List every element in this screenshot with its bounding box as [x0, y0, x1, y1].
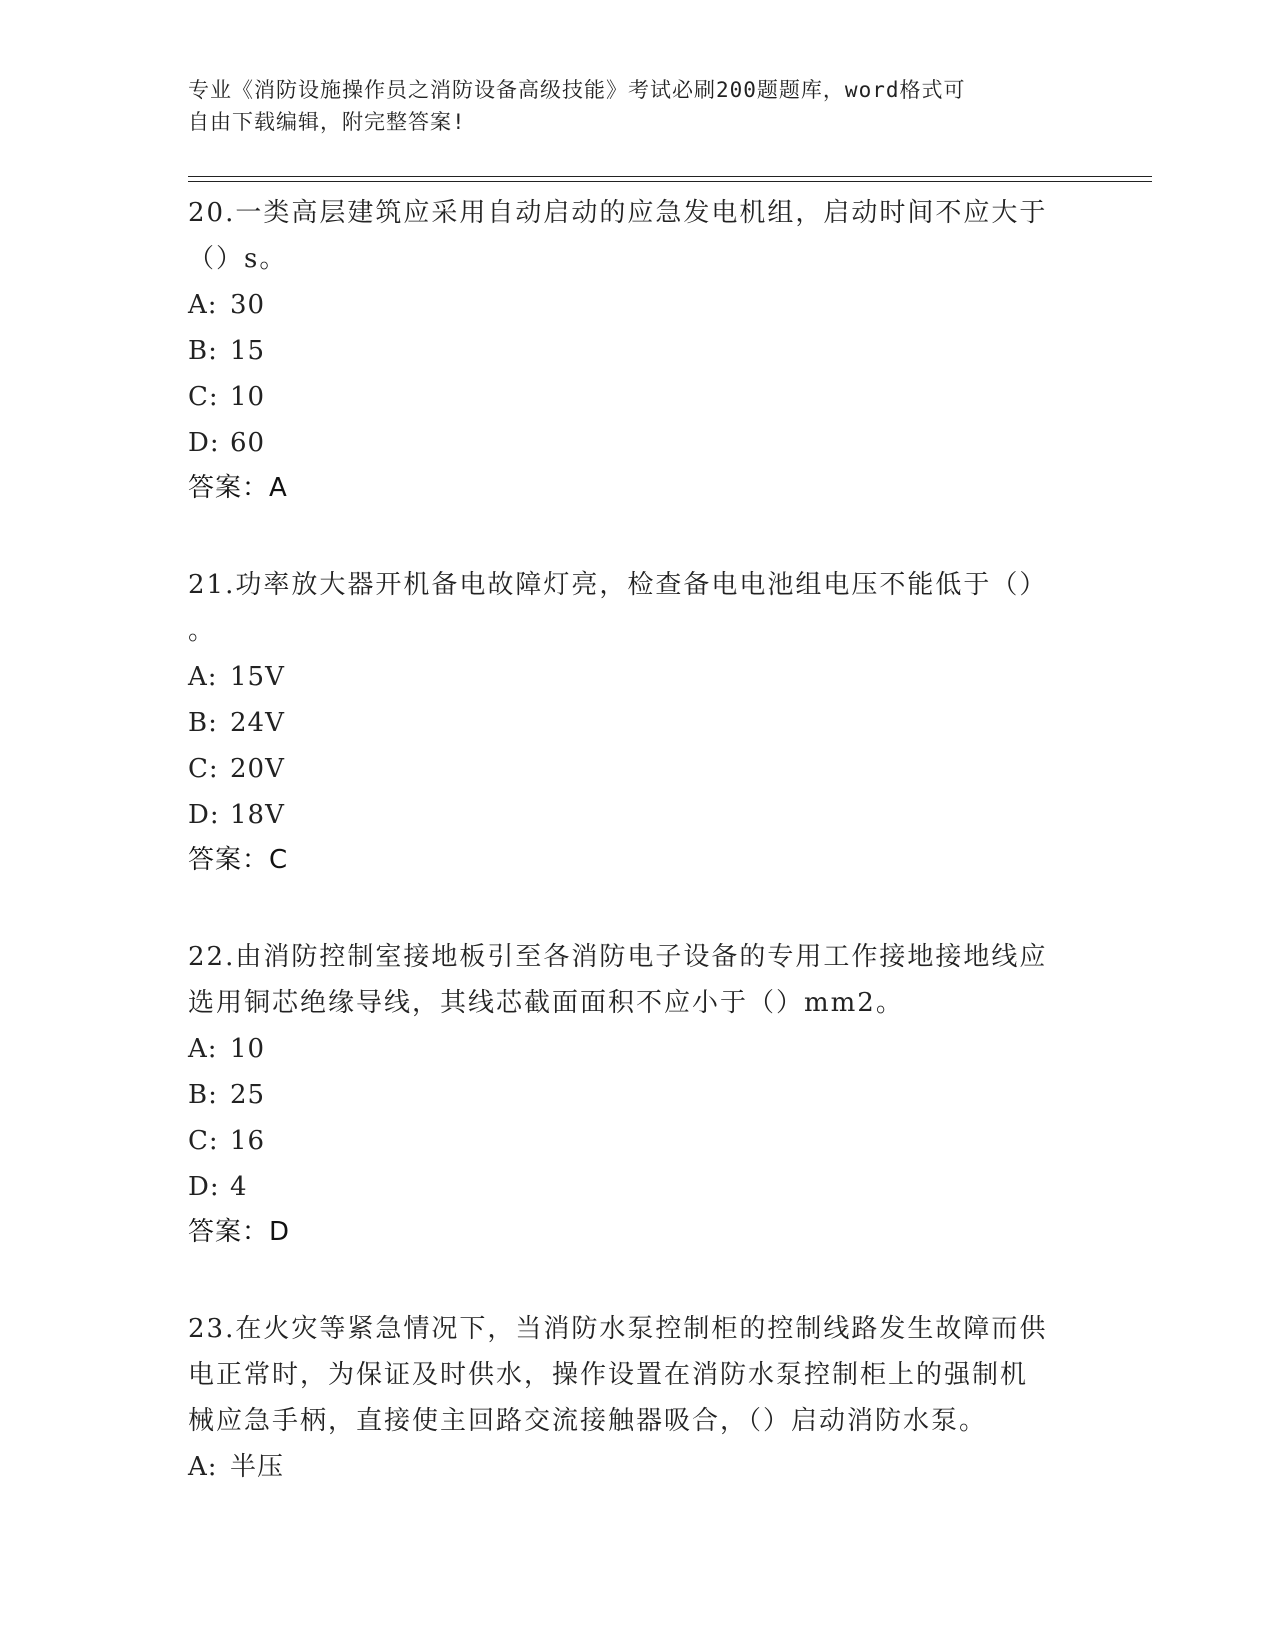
option-label: A: — [188, 290, 218, 320]
option-value: 4 — [230, 1172, 248, 1202]
question-text: 21.功率放大器开机备电故障灯亮，检查备电电池组电压不能低于（） — [188, 570, 1048, 600]
option-label: B: — [188, 1080, 218, 1110]
question-23 — [188, 1306, 1088, 1490]
option-label: D: — [188, 1172, 220, 1202]
option-c — [188, 1118, 1088, 1164]
option-c — [188, 374, 1088, 420]
option-value: 30 — [230, 290, 266, 320]
question-21 — [188, 562, 1088, 882]
option-d — [188, 420, 1088, 466]
option-label: B: — [188, 336, 218, 366]
question-text: 。 — [188, 616, 217, 646]
header-divider-bottom — [188, 181, 1152, 182]
option-c — [188, 746, 1088, 792]
option-label: B: — [188, 708, 218, 738]
question-text: 20.一类高层建筑应采用自动启动的应急发电机组，启动时间不应大于 — [188, 198, 1048, 228]
header-line-1: 专业《消防设施操作员之消防设备高级技能》考试必刷200题题库，word格式可 — [188, 78, 966, 102]
option-b — [188, 328, 1088, 374]
option-a — [188, 282, 1088, 328]
option-b — [188, 700, 1088, 746]
option-label: A: — [188, 1452, 218, 1482]
option-a — [188, 1026, 1088, 1072]
answer-line: 答案：C — [188, 845, 289, 875]
option-label: C: — [188, 754, 219, 784]
question-22 — [188, 934, 1088, 1254]
option-label: C: — [188, 1126, 219, 1156]
option-a — [188, 1444, 1088, 1490]
option-value: 24V — [230, 708, 285, 738]
option-label: A: — [188, 1034, 218, 1064]
question-20 — [188, 190, 1088, 510]
option-value: 15V — [230, 662, 285, 692]
answer-line: 答案：D — [188, 1217, 291, 1247]
question-text: 械应急手柄，直接使主回路交流接触器吸合，（）启动消防水泵。 — [188, 1406, 988, 1436]
option-value: 60 — [230, 428, 266, 458]
option-label: A: — [188, 662, 218, 692]
answer-line: 答案：A — [188, 473, 288, 503]
option-value: 15 — [230, 336, 266, 366]
option-d — [188, 792, 1088, 838]
option-b — [188, 1072, 1088, 1118]
option-value: 10 — [230, 1034, 266, 1064]
question-text: 22.由消防控制室接地板引至各消防电子设备的专用工作接地接地线应 — [188, 942, 1048, 972]
option-d — [188, 1164, 1088, 1210]
question-text: （）s。 — [188, 244, 288, 274]
question-text: 23.在火灾等紧急情况下，当消防水泵控制柜的控制线路发生故障而供 — [188, 1314, 1048, 1344]
header-line-2: 自由下载编辑，附完整答案! — [188, 110, 466, 134]
option-value: 18V — [230, 800, 285, 830]
header-divider-top — [188, 176, 1152, 177]
option-value: 25 — [230, 1080, 266, 1110]
question-text: 电正常时，为保证及时供水，操作设置在消防水泵控制柜上的强制机 — [188, 1360, 1029, 1390]
question-list — [188, 190, 1088, 1490]
option-label: D: — [188, 428, 220, 458]
option-value: 20V — [230, 754, 285, 784]
option-value: 10 — [230, 382, 266, 412]
question-text: 选用铜芯绝缘导线，其线芯截面面积不应小于（）mm2。 — [188, 988, 904, 1018]
option-label: C: — [188, 382, 219, 412]
document-header — [188, 74, 1088, 138]
option-value: 半压 — [230, 1452, 285, 1482]
option-a — [188, 654, 1088, 700]
option-value: 16 — [230, 1126, 266, 1156]
option-label: D: — [188, 800, 220, 830]
